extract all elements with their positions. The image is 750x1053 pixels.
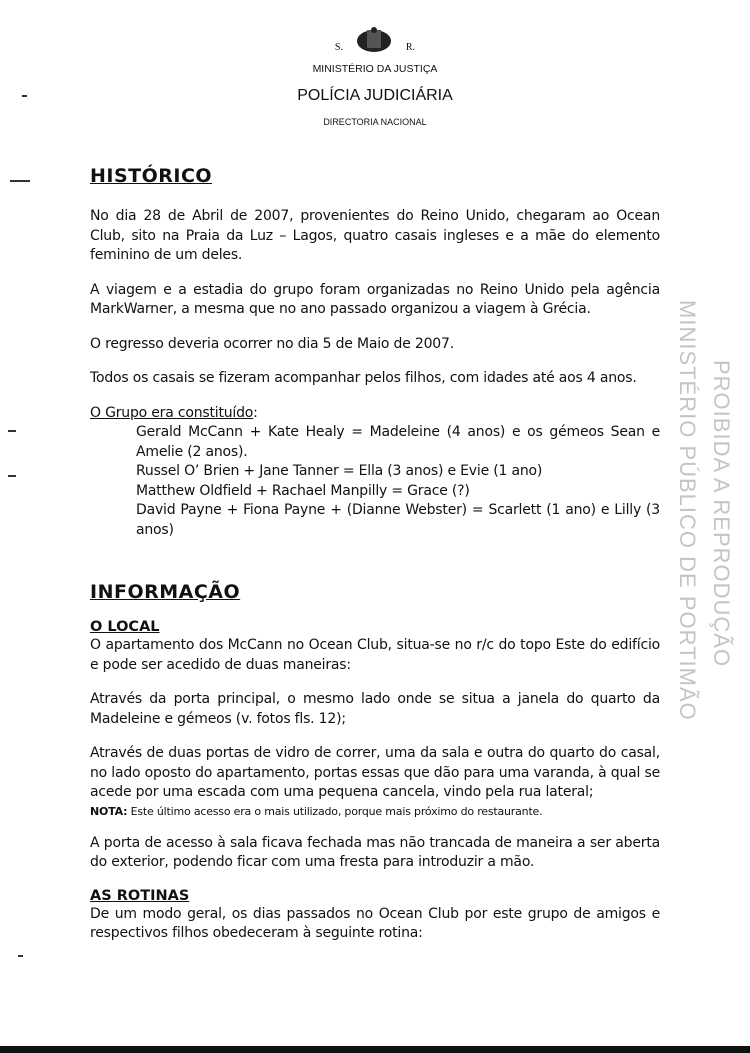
coat-of-arms-icon <box>355 26 393 56</box>
ministry: MINISTÉRIO DA JUSTIÇA <box>312 63 438 75</box>
paragraph: De um modo geral, os dias passados no Ocean Club por este grupo de amigos e respectivos filhos obedeceram à seguinte rotina: <box>90 905 660 941</box>
scan-border <box>0 1046 750 1053</box>
note <box>90 805 660 819</box>
agency: POLÍCIA JUDICIÁRIA <box>297 87 453 104</box>
watermark-line1: MINISTÉRIO PÚBLICO DE PORTIMÃO <box>675 300 700 721</box>
subsection-title-rotinas: AS ROTINAS <box>90 887 190 904</box>
group-label: O Grupo era constituído <box>90 404 254 421</box>
paragraph: Todos os casais se fizeram acompanhar pelos filhos, com idades até aos 4 anos. <box>90 370 637 386</box>
watermark-line2: PROIBIDA A REPRODUÇÃO <box>709 360 734 668</box>
list-item: Russel O’ Brien + Jane Tanner = Ella (3 anos) e Evie (1 ano) <box>136 463 543 479</box>
list-item: Matthew Oldfield + Rachael Manpilly = Grace (?) <box>136 482 470 499</box>
seal-right: R. <box>405 42 416 53</box>
section-title-historico: HISTÓRICO <box>90 165 213 187</box>
list-item: David Payne + Fiona Payne + (Dianne Webster) = Scarlett (1 ano) e Lilly (3 anos) <box>136 502 660 538</box>
scan-mark <box>22 95 27 97</box>
scan-mark <box>18 955 23 957</box>
paragraph: A viagem e a estadia do grupo foram organizadas no Reino Unido pela agência MarkWarner, a mesma que no ano passado organizou a viagem à Grécia. <box>90 281 660 317</box>
paragraph: A porta de acesso à sala ficava fechada mas não trancada de maneira a ser aberta do exterior, podendo ficar com uma fresta para introduzir a mão. <box>90 834 660 870</box>
directorate: DIRECTORIA NACIONAL <box>323 117 427 127</box>
section-title-informacao: INFORMAÇÃO <box>90 581 241 603</box>
subsection-title-local: O LOCAL <box>90 619 160 635</box>
note-label: NOTA: <box>90 804 128 818</box>
scan-mark <box>10 180 30 182</box>
paragraph: No dia 28 de Abril de 2007, provenientes do Reino Unido, chegaram ao Ocean Club, sito na Praia da Luz – Lagos, quatro casais ingleses e a mãe do elemento feminino de um deles. <box>90 208 660 263</box>
group-list: O Grupo era constituído: Gerald McCann + Kate Healy = Madeleine (4 anos) e os gémeos Sean e Amelie (2 anos). Russel O’ Brien + Jane Tanner = Ella (3 anos) e Evie (1 ano) Matthew Oldfield + Rachael Manpilly = Grace (?) David Payne + Fiona Payne + (Dianne Webster) = Scarlett (1 ano) e Lilly (3 anos) <box>90 404 660 541</box>
paragraph: O regresso deveria ocorrer no dia 5 de Maio de 2007. <box>90 335 454 352</box>
scan-mark <box>8 475 16 477</box>
document-body <box>90 164 660 944</box>
paragraph: O apartamento dos McCann no Ocean Club, situa-se no r/c do topo Este do edifício e pode ser acedido de duas maneiras: <box>90 637 660 673</box>
paragraph: Através da porta principal, o mesmo lado onde se situa a janela do quarto da Madeleine e gémeos (v. fotos fls. 12); <box>90 691 660 727</box>
note-text: Este último acesso era o mais utilizado, porque mais próximo do restaurante. <box>130 804 543 818</box>
seal-left: S. <box>334 42 343 53</box>
seal <box>0 26 750 56</box>
scan-mark <box>8 430 16 432</box>
paragraph: Através de duas portas de vidro de correr, uma da sala e outra do quarto do casal, no lado oposto do apartamento, portas essas que dão para uma varanda, à qual se acede por uma escada com uma pequena cancela, vindo pela rua lateral; <box>90 745 660 800</box>
list-item: Gerald McCann + Kate Healy = Madeleine (4 anos) e os gémeos Sean e Amelie (2 anos). <box>136 424 660 460</box>
